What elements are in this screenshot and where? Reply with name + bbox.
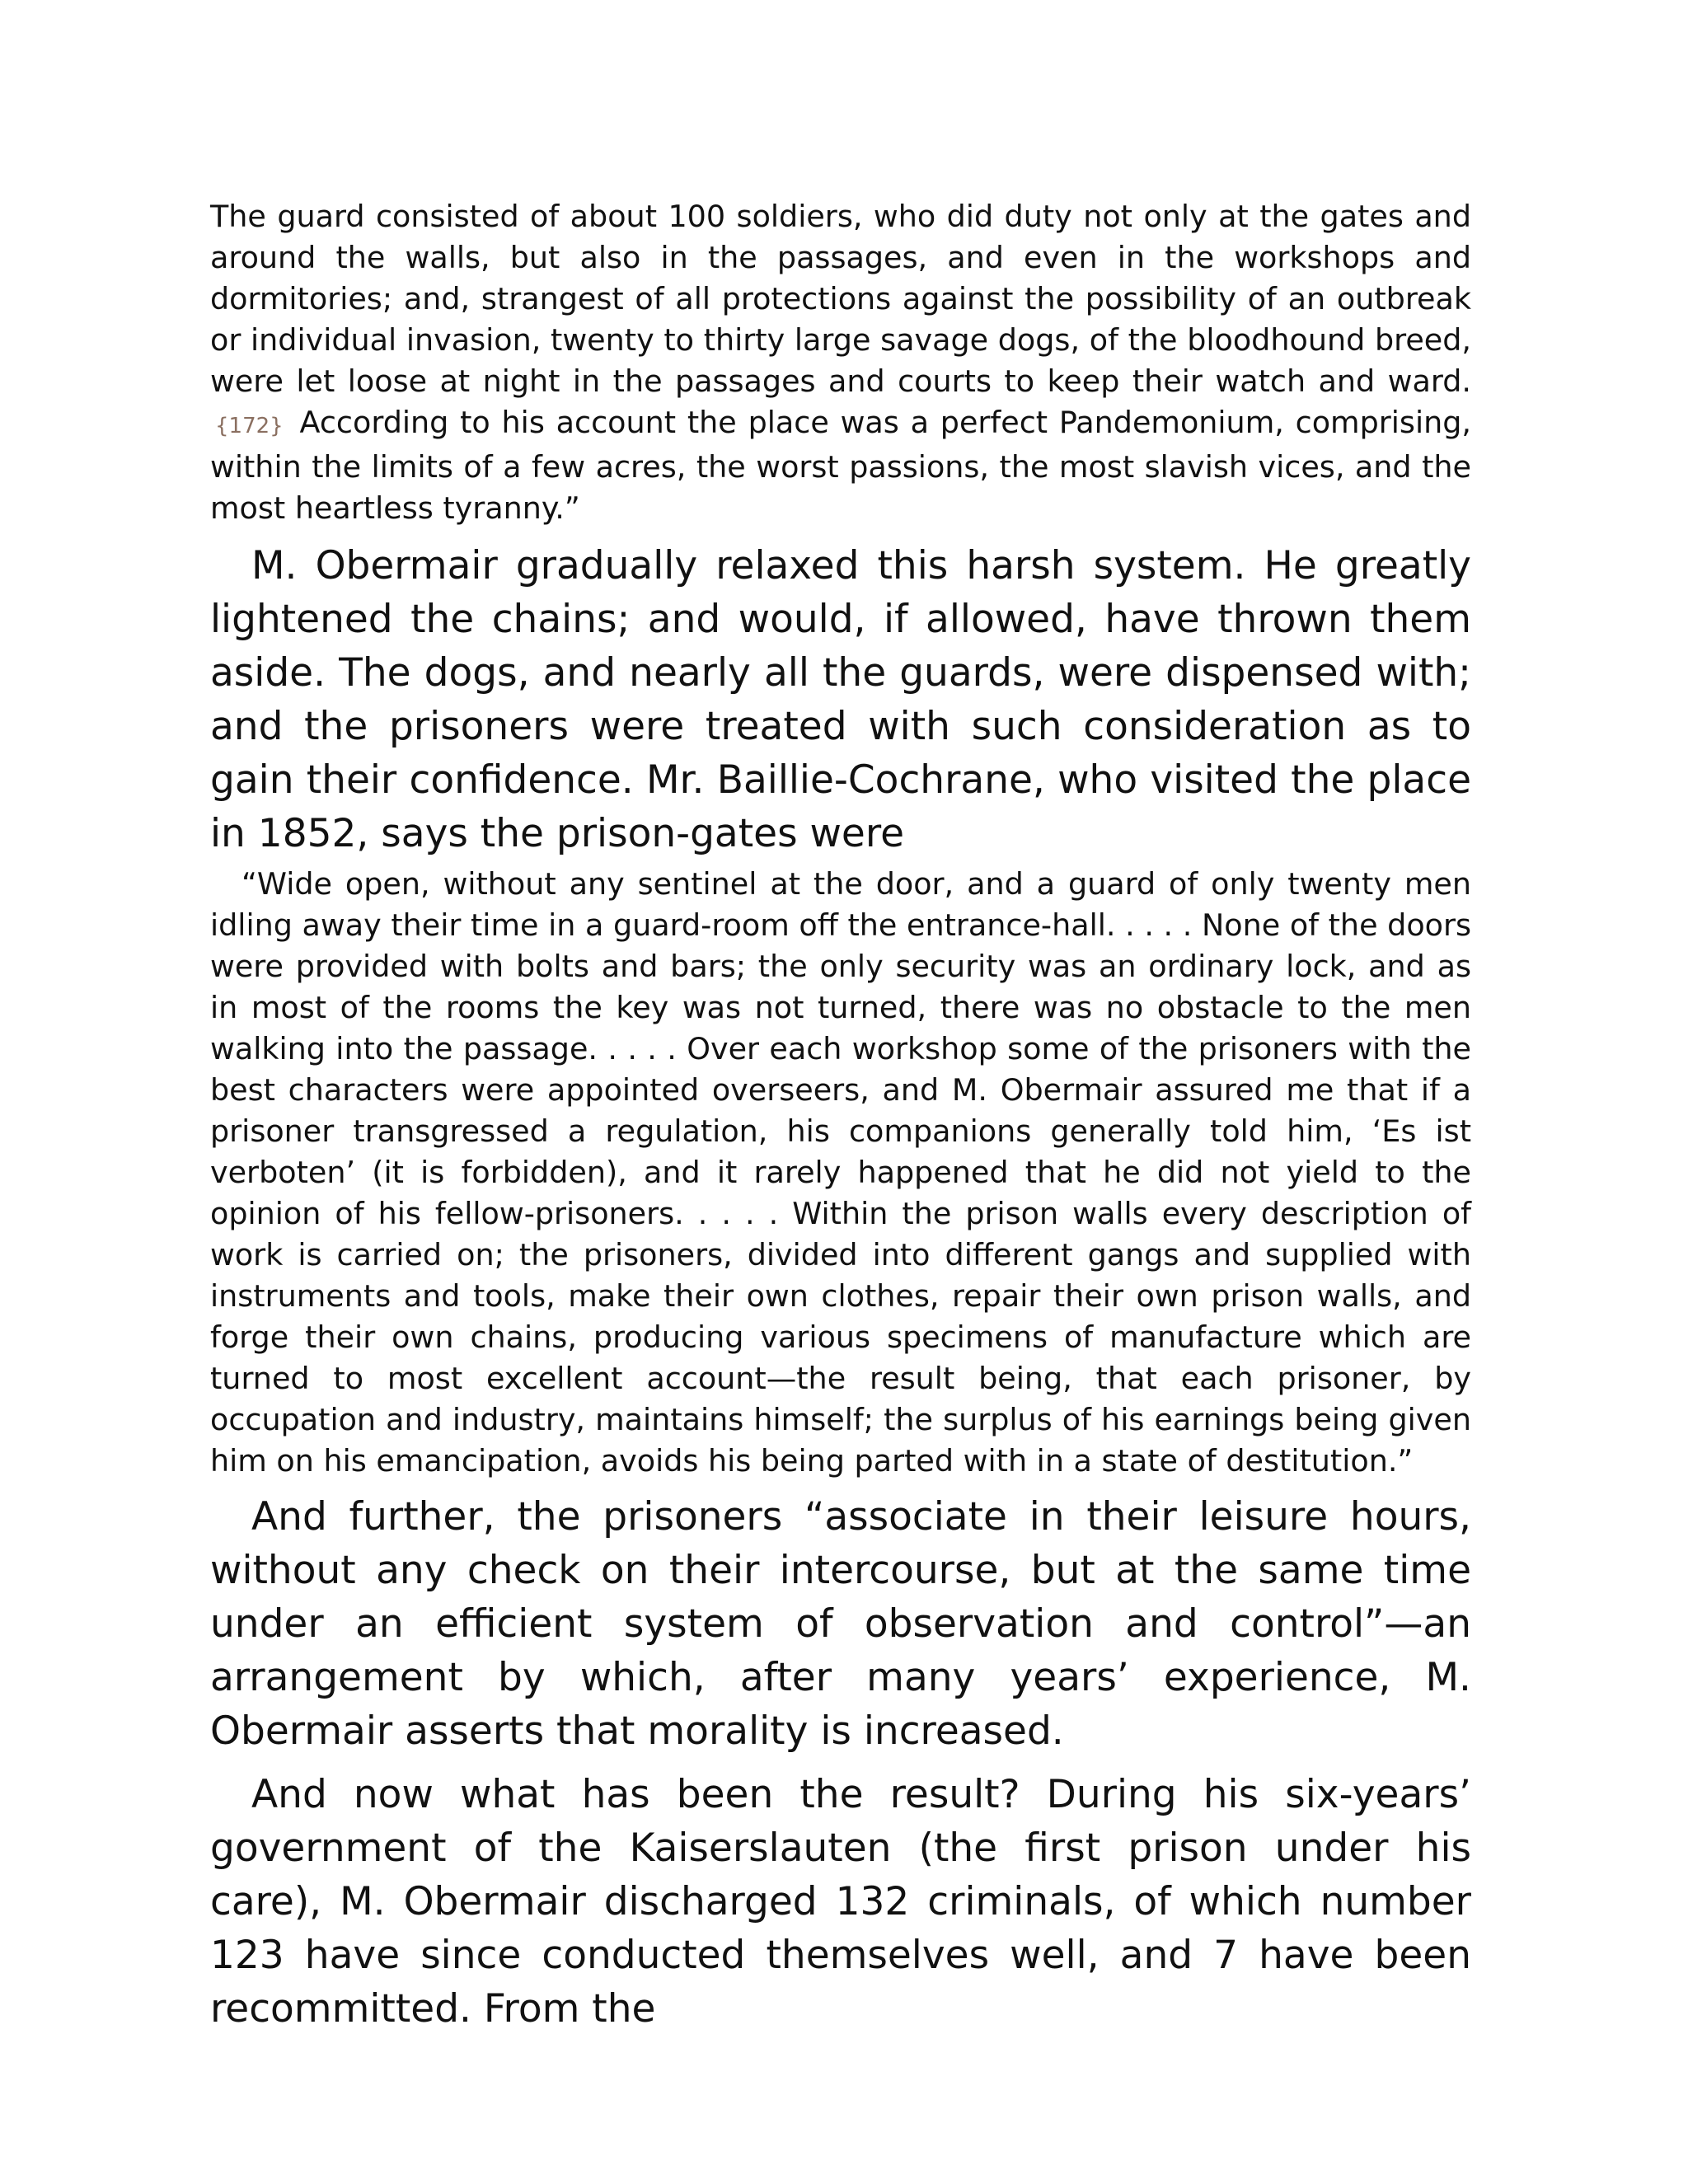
body-paragraph-1: M. Obermair gradually relaxed this harsh system. He greatly lightened the chains; and would, if allowed, have thrown them aside. The dogs, and nearly all the guards, were dispensed with; and the prisoners were treated with such consideration as to gain their confidence. Mr. Baillie-Cochrane, who visited the place in 1852, says the prison-gates were	[210, 543, 1471, 856]
quote-text-1b: According to his account the place was a perfect Pandemonium, comprising, within the limits of a few acres, the worst passions, the most slavish vices, and the most heartless tyranny.”	[210, 405, 1471, 526]
body-paragraph-3: And now what has been the result? During his six-years’ government of the Kaiserslauten (the first prison under his care), M. Obermair discharged 132 criminals, of which number 123 have since conducted themselves well, and 7 have been recommitted. From the	[210, 1772, 1471, 2032]
body-paragraph-2: And further, the prisoners “associate in their leisure hours, without any check on their intercourse, but at the same time under an efficient system of observation and control”—an arrangement by which, after many years’ experience, M. Obermair asserts that morality is increased.	[210, 1494, 1471, 1754]
quote-text-1a: The guard consisted of about 100 soldiers, who did duty not only at the gates and around the walls, but also in the passages, and even in the workshops and dormitories; and, strangest of all protections against the possibility of an outbreak or individual invasion, twenty to thirty large savage dogs, of the bloodhound breed, were let loose at night in the passages and courts to keep their watch and ward.	[210, 199, 1471, 399]
quote-block-1	[210, 196, 1471, 529]
quote-block-2: “Wide open, without any sentinel at the door, and a guard of only twenty men idling away their time in a guard-room off the entrance-hall. . . . . None of the doors were provided with bolts and bars; the only security was an ordinary lock, and as in most of the rooms the key was not turned, there was no obstacle to the men walking into the passage. . . . . Over each workshop some of the prisoners with the best characters were appointed overseers, and M. Obermair assured me that if a prisoner transgressed a regulation, his companions generally told him, ‘Es ist verboten’ (it is forbidden), and it rarely happened that he did not yield to the opinion of his fellow-prisoners. . . . . Within the prison walls every description of work is carried on; the prisoners, divided into different gangs and supplied with instruments and tools, make their own clothes, repair their own prison walls, and forge their own chains, producing various specimens of manufacture which are turned to most excellent account—the result being, that each prisoner, by occupation and industry, maintains himself; the surplus of his earnings being given him on his emancipation, avoids his being parted with in a state of destitution.”	[210, 866, 1471, 1479]
page-body	[210, 196, 1471, 2036]
page-number-anchor[interactable]: {172}	[215, 414, 284, 438]
